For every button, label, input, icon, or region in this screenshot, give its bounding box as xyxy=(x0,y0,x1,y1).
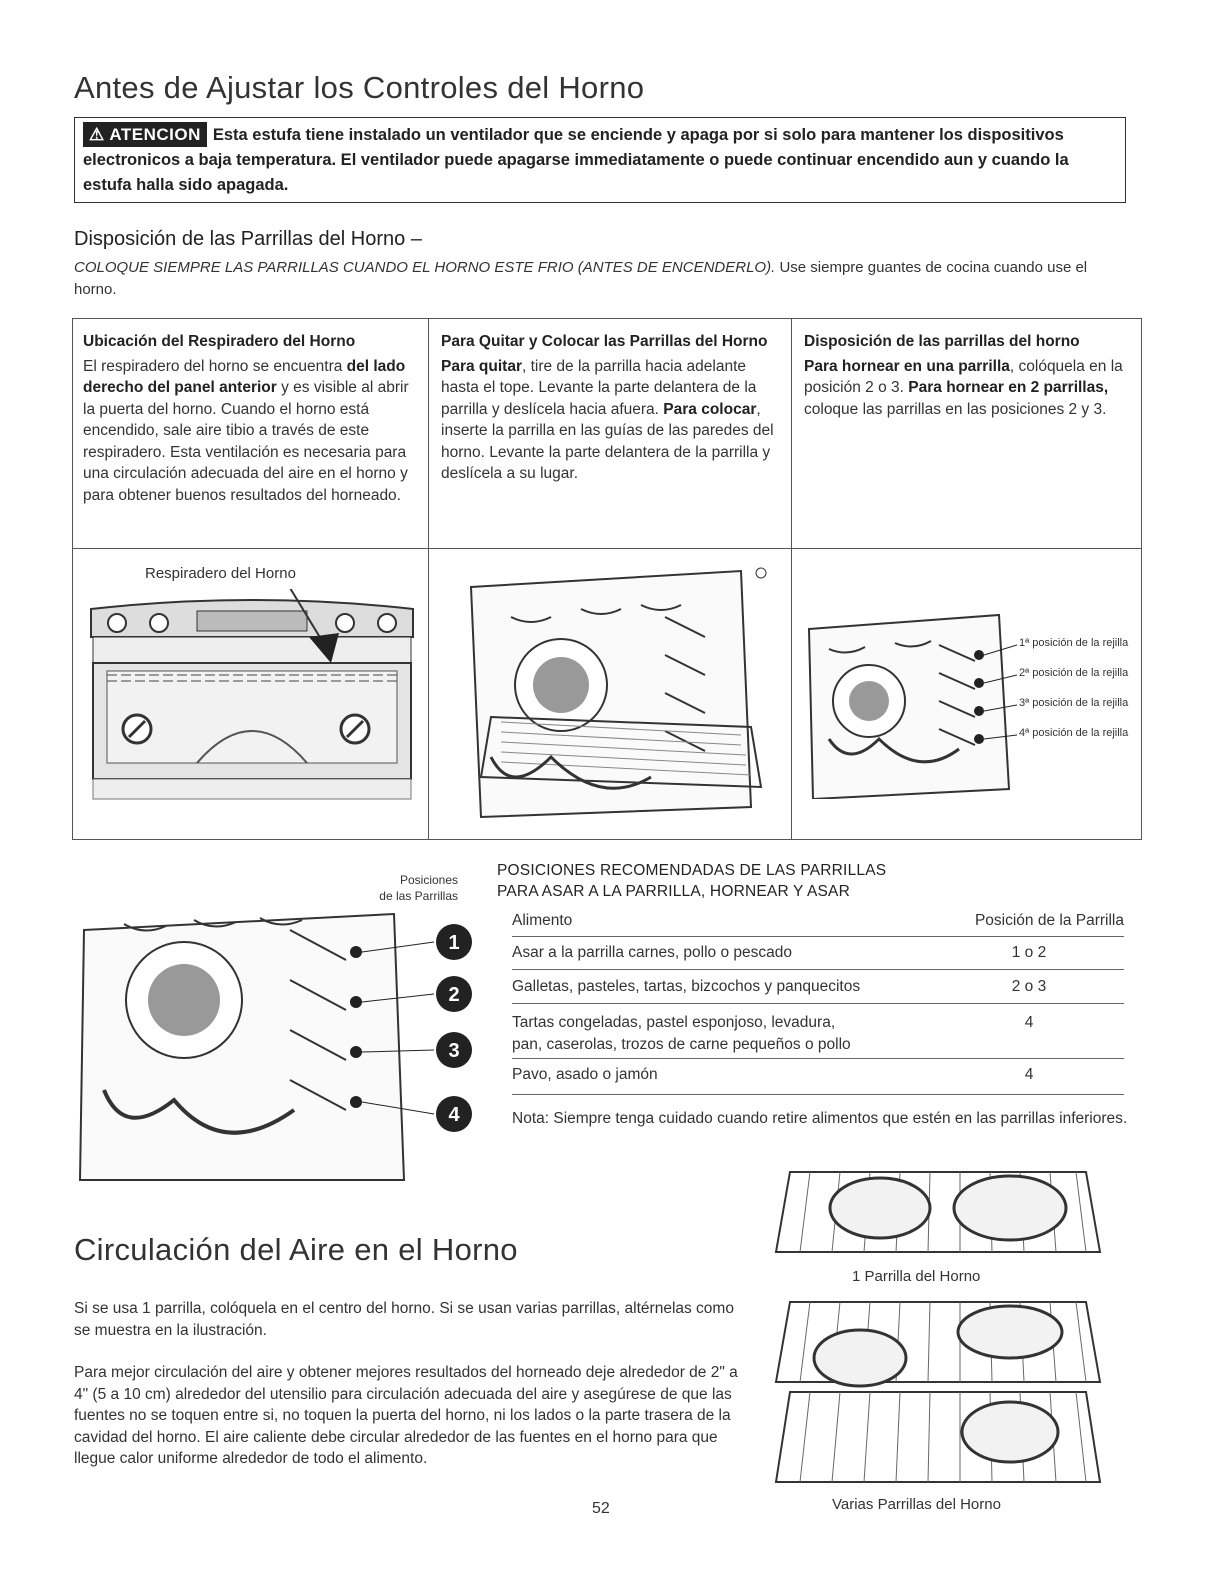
single-rack-illustration xyxy=(770,1162,1106,1262)
recommended-title xyxy=(497,860,886,902)
table-row xyxy=(512,1066,1124,1095)
warning-text-block xyxy=(83,122,1117,198)
row-position: 2 o 3 xyxy=(1011,978,1047,995)
recommended-title-line1: POSICIONES RECOMENDADAS DE LAS PARRILLAS xyxy=(497,862,887,879)
multiple-racks-caption: Varias Parrillas del Horno xyxy=(832,1496,1001,1513)
circulation-paragraph-1: Si se usa 1 parrilla, colóquela en el centro del horno. Si se usan varias parrillas, altérnelas como se muestra en la ilustración. xyxy=(74,1300,734,1339)
table-row xyxy=(512,978,1124,1004)
rack-removal-illustration xyxy=(451,557,781,829)
page-number: 52 xyxy=(592,1500,610,1517)
multiple-racks-illustration xyxy=(770,1292,1106,1492)
remove-heading: Para Quitar y Colocar las Parrillas del Horno xyxy=(441,333,768,350)
page-title: Antes de Ajustar los Controles del Horno xyxy=(74,70,645,105)
position-num-3: 3 xyxy=(448,1040,460,1062)
vent-p1-bold: del lado derecho del panel anterior xyxy=(83,357,406,396)
rack-section-title: Disposición de las Parrillas del Horno – xyxy=(74,228,422,250)
rack-info-grid xyxy=(72,318,1142,840)
vent-location-text xyxy=(83,331,419,506)
position-num-1: 1 xyxy=(448,932,460,954)
remove-rack-text xyxy=(441,331,781,485)
position-num-2: 2 xyxy=(448,984,460,1006)
positions-label-line1: Posiciones xyxy=(399,873,458,887)
rack-positions-large-illustration xyxy=(74,900,474,1190)
dos-text: coloque las parrillas en las posiciones 2 y 3. xyxy=(804,400,1107,418)
vent-figure-label: Respiradero del Horno xyxy=(145,565,296,582)
dos-label: Para hornear en 2 parrillas, xyxy=(908,379,1109,396)
rack-section-intro xyxy=(74,257,1124,301)
oven-front-illustration xyxy=(87,589,417,829)
table-header xyxy=(512,912,1124,937)
row-position: 1 o 2 xyxy=(1011,944,1047,961)
rack-label-2: 2ª posición de la rejilla xyxy=(1019,667,1129,679)
table-row xyxy=(512,1012,1124,1059)
vent-heading: Ubicación del Respiradero del Horno xyxy=(83,333,356,350)
row-position: 4 xyxy=(1024,1066,1034,1083)
col-position-header: Posición de la Parrilla xyxy=(974,912,1124,929)
warning-box xyxy=(74,117,1126,203)
circulation-paragraph-2: Para mejor circulación del aire y obtener mejores resultados del horneado deje alrededor de 2" a 4" (5 a 10 cm) alrededor del utensilio para circulación adecuada del aire y asegúrese de que las fuentes no se toquen entre si, no toquen la puerta del horno, ni los lados o la parte trasera de la cavidad del horno. El aire caliente debe circular alrededor de las fuentes en el horno para que llegue calor uniforme alrededor de todo el alimento. xyxy=(74,1364,738,1467)
arrangement-heading: Disposición de las parrillas del horno xyxy=(804,333,1080,350)
quitar-text: , tire de la parrilla hacia adelante hasta el tope. Levante la parte delantera de la parrilla y deslícela hacia afuera. xyxy=(441,357,757,418)
una-label: Para hornear en una parrilla xyxy=(804,357,1010,375)
rack-arrangement-text xyxy=(804,331,1134,420)
warning-badge: ⚠ ATENCION xyxy=(83,122,207,147)
table-row xyxy=(512,944,1124,970)
col-food-header: Alimento xyxy=(512,912,573,929)
positions-label-line2: de las Parrillas xyxy=(379,889,458,903)
table-note: Nota: Siempre tenga cuidado cuando retire alimentos que estén en las parrillas inferiores. xyxy=(512,1110,1128,1127)
recommended-title-line2: PARA ASAR A LA PARRILLA, HORNEAR Y ASAR xyxy=(497,883,850,900)
rack-label-1: 1ª posición de la rejilla xyxy=(1019,637,1129,649)
row-food-line2: pan, caserolas, trozos de carne pequeños o pollo xyxy=(512,1036,851,1053)
una-text: , colóquela en la posición 2 o 3. xyxy=(804,357,1123,396)
position-num-4: 4 xyxy=(448,1104,460,1126)
circulation-title: Circulación del Aire en el Horno xyxy=(74,1232,518,1267)
warning-text: Esta estufa tiene instalado un ventilador que se enciende y apaga por si solo para mantener los dispositivos electronicos a baja temperatura. El ventilador puede apagarse immediatamente o puede continuar encendido aun y cuando la estufa halla sido apagada. xyxy=(83,126,1069,194)
single-rack-caption: 1 Parrilla del Horno xyxy=(852,1268,981,1285)
rack-label-4: 4ª posición de la rejilla xyxy=(1019,727,1129,739)
warning-badge-label: ATENCION xyxy=(109,125,201,144)
row-food: Tartas congeladas, pastel esponjoso, levadura, xyxy=(512,1014,836,1031)
row-food: Pavo, asado o jamón xyxy=(512,1066,658,1083)
row-food: Galletas, pasteles, tartas, bizcochos y panquecitos xyxy=(512,978,861,995)
colocar-text: , inserte la parrilla en las guías de las paredes del horno. Levante la parte delantera de la parrilla y deslícela a su lugar. xyxy=(441,400,774,482)
quitar-label: Para quitar xyxy=(441,357,522,375)
rack-intro-rest: Use siempre guantes de cocina cuando use el horno. xyxy=(74,259,1088,298)
row-food: Asar a la parrilla carnes, pollo o pescado xyxy=(512,944,793,961)
vent-p1-rest: y es visible al abrir la puerta del horno. Cuando el horno está encendido, sale aire tibio a través de este respiradero. Esta ventilación es necesaria para una circulación adecuada del aire en el horno y para obtener buenos resultados del horneado. xyxy=(83,379,409,504)
colocar-label: Para colocar xyxy=(663,400,757,418)
row-position: 4 xyxy=(1024,1014,1034,1031)
rack-intro-italic: COLOQUE SIEMPRE LAS PARRILLAS CUANDO EL HORNO ESTE FRIO (ANTES DE ENCENDERLO). xyxy=(74,259,776,276)
rack-positions-illustration xyxy=(799,589,1139,799)
rack-label-3: 3ª posición de la rejilla xyxy=(1019,697,1129,709)
vent-p1: El respiradero del horno se encuentra xyxy=(83,357,343,375)
